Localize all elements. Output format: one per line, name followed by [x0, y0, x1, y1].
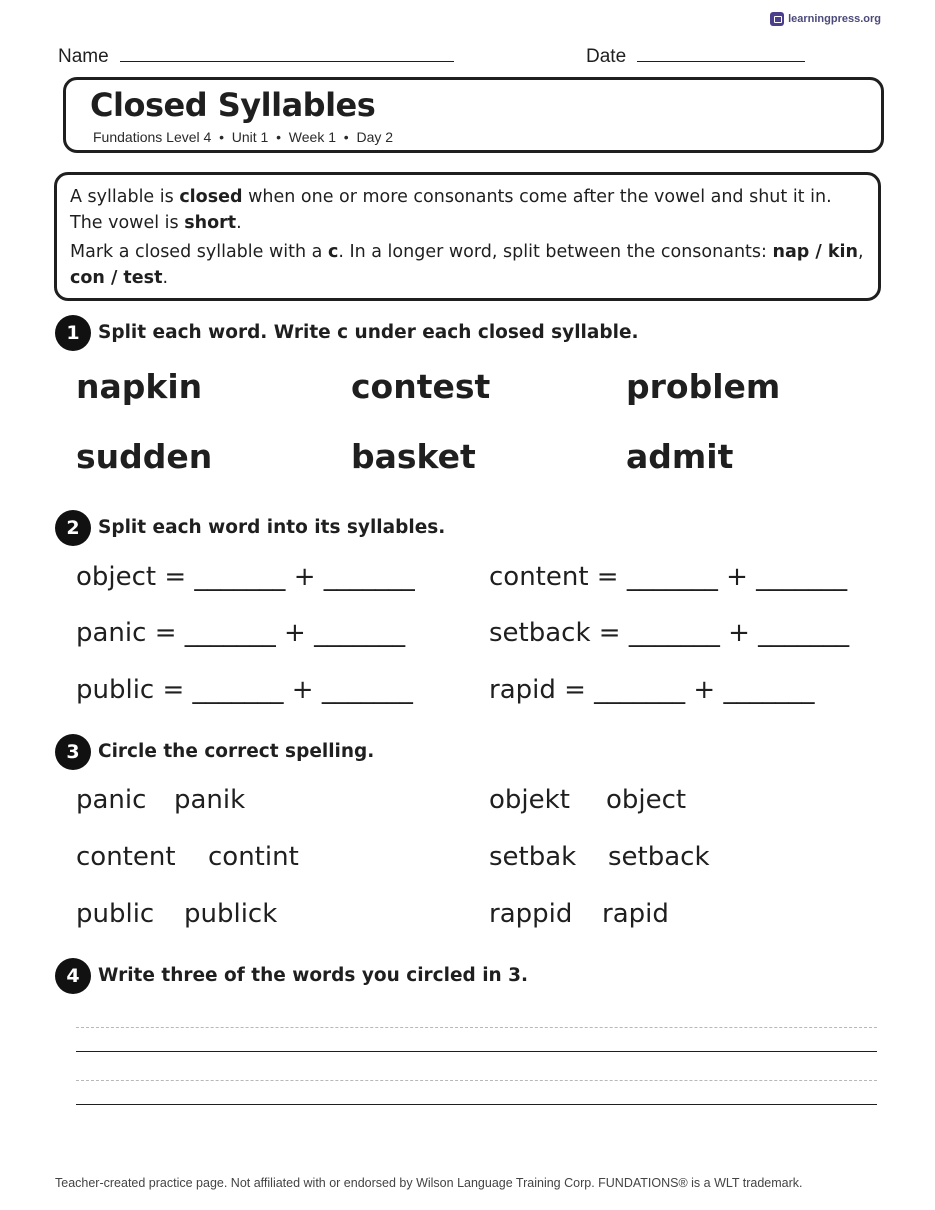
writing-guide-line-1 — [76, 1027, 877, 1028]
split-public[interactable]: public = _______ + _______ — [76, 675, 413, 705]
section-4-number: 4 — [55, 958, 91, 994]
choice-publick[interactable]: publick — [184, 899, 278, 929]
date-line — [637, 61, 805, 62]
section-1-number: 1 — [55, 315, 91, 351]
section-3-title: Circle the correct spelling. — [98, 741, 375, 762]
word-sudden: sudden — [76, 437, 213, 476]
section-2-number: 2 — [55, 510, 91, 546]
page-subtitle: Fundations Level 4 • Unit 1 • Week 1 • Day 2 — [93, 129, 394, 145]
section-4-title: Write three of the words you circled in 3. — [98, 965, 529, 986]
brand-link[interactable] — [770, 12, 881, 26]
choice-rapid[interactable]: rapid — [602, 899, 669, 929]
name-label: Name — [58, 46, 109, 67]
choice-content[interactable]: content — [76, 842, 176, 872]
split-rapid[interactable]: rapid = _______ + _______ — [489, 675, 815, 705]
choice-object[interactable]: object — [606, 785, 687, 815]
date-field[interactable] — [586, 46, 805, 68]
writing-line-2[interactable] — [76, 1104, 877, 1105]
choice-contint[interactable]: contint — [208, 842, 299, 872]
footer-disclaimer: Teacher-created practice page. Not affiliated with or endorsed by Wilson Language Training Corp. FUNDATIONS® is a WLT trademark. — [55, 1176, 803, 1190]
word-contest: contest — [351, 367, 491, 406]
date-label: Date — [586, 46, 627, 67]
choice-setback[interactable]: setback — [608, 842, 710, 872]
choice-public[interactable]: public — [76, 899, 155, 929]
split-content[interactable]: content = _______ + _______ — [489, 562, 848, 592]
choice-objekt[interactable]: objekt — [489, 785, 570, 815]
choice-panic[interactable]: panic — [76, 785, 147, 815]
name-line — [120, 61, 454, 62]
choice-panik[interactable]: panik — [174, 785, 246, 815]
writing-line-1[interactable] — [76, 1051, 877, 1052]
split-object[interactable]: object = _______ + _______ — [76, 562, 415, 592]
section-2-title: Split each word into its syllables. — [98, 517, 446, 538]
page-title: Closed Syllables — [90, 86, 376, 124]
split-panic[interactable]: panic = _______ + _______ — [76, 618, 406, 648]
writing-guide-line-2 — [76, 1080, 877, 1081]
word-napkin: napkin — [76, 367, 203, 406]
choice-setbak[interactable]: setbak — [489, 842, 577, 872]
book-icon — [770, 12, 784, 26]
word-basket: basket — [351, 437, 476, 476]
word-admit: admit — [626, 437, 734, 476]
section-1-title: Split each word. Write c under each closed syllable. — [98, 322, 639, 343]
rule-paragraph-1: A syllable is closed when one or more consonants come after the vowel and shut it in. The vowel is short. — [70, 187, 832, 233]
section-3-number: 3 — [55, 734, 91, 770]
rule-paragraph-2: Mark a closed syllable with a c. In a longer word, split between the consonants: nap / kin, con / test. — [70, 242, 864, 288]
split-setback[interactable]: setback = _______ + _______ — [489, 618, 850, 648]
choice-rappid[interactable]: rappid — [489, 899, 573, 929]
brand-text: learningpress.org — [788, 13, 881, 25]
word-problem: problem — [626, 367, 781, 406]
name-field[interactable] — [58, 46, 454, 68]
rule-box — [54, 172, 881, 301]
